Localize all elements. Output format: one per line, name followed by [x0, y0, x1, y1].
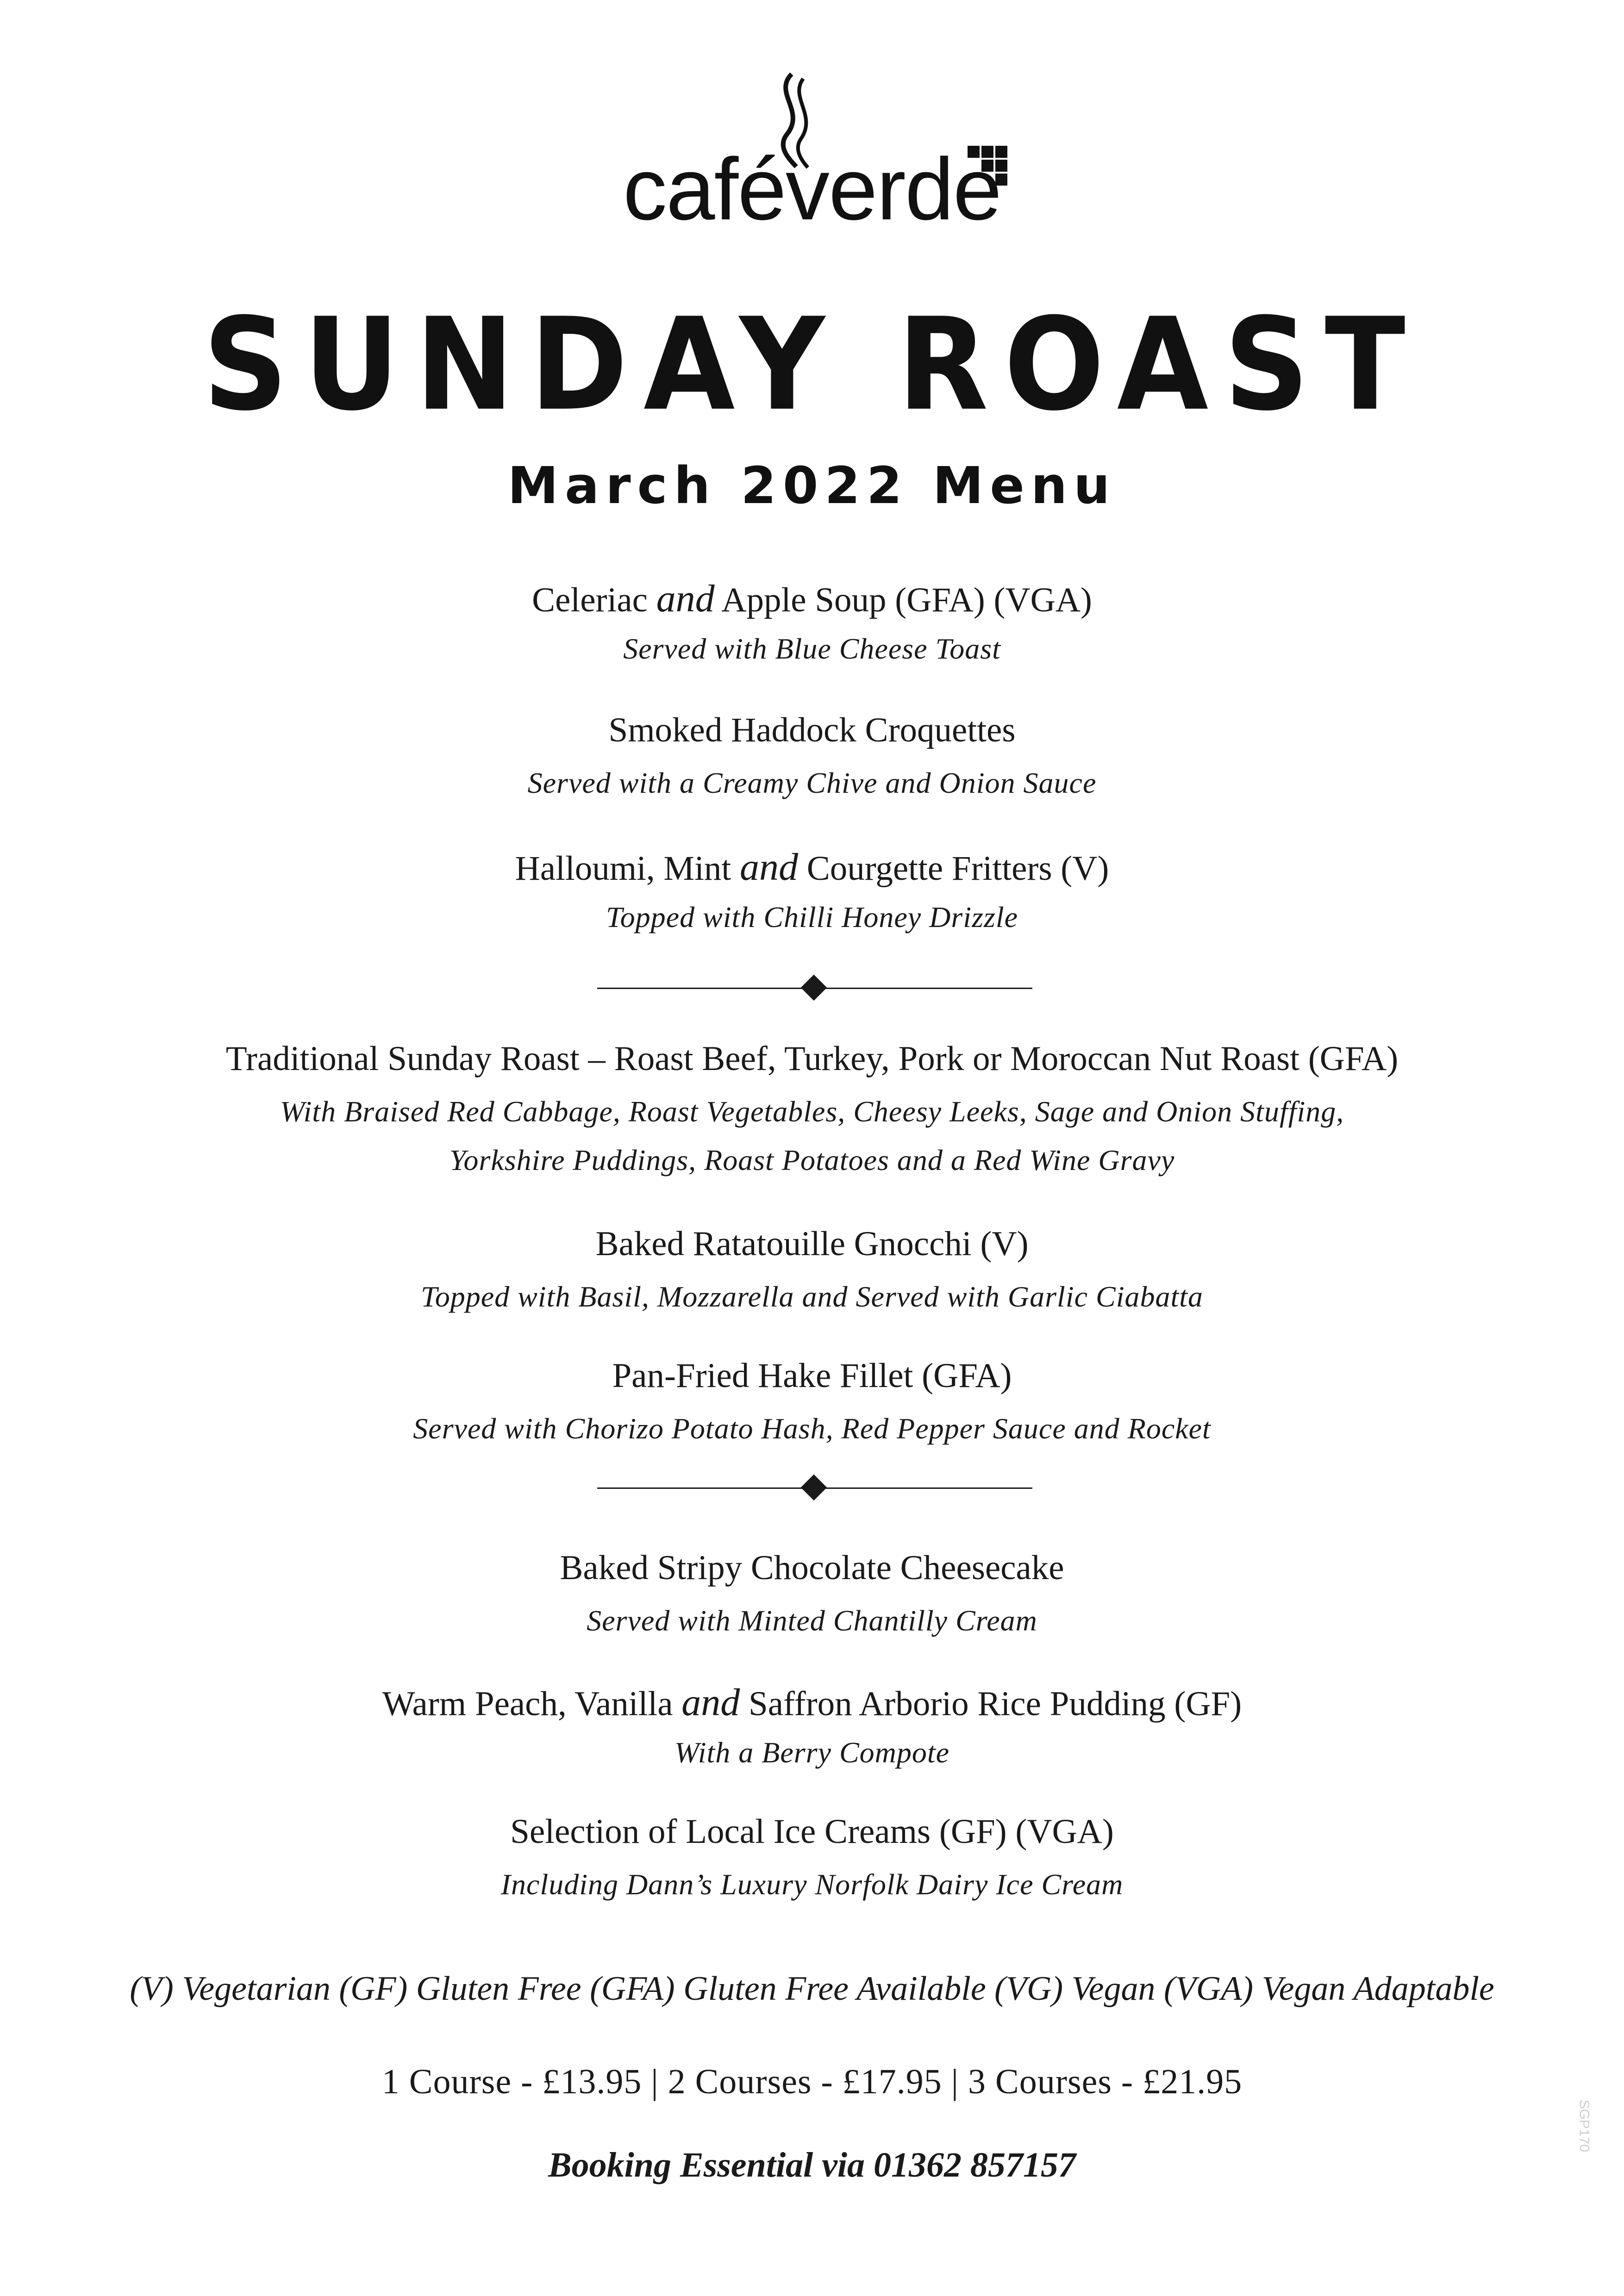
- menu-item-description: Topped with Basil, Mozzarella and Served with Garlic Ciabatta: [420, 1280, 1204, 1313]
- menu-item-name: Selection of Local Ice Creams (GF) (VGA): [510, 1812, 1114, 1851]
- booking-info: Booking Essential via 01362 857157: [548, 2146, 1076, 2184]
- menu-item-description: With Braised Red Cabbage, Roast Vegetables, Cheesy Leeks, Sage and Onion Stuffing,: [280, 1095, 1344, 1128]
- menu-item-name: Baked Stripy Chocolate Cheesecake: [560, 1549, 1064, 1587]
- price-list: 1 Course - £13.95 | 2 Courses - £17.95 | 3 Courses - £21.95: [381, 2062, 1243, 2101]
- menu-item-description: Topped with Chilli Honey Drizzle: [606, 901, 1018, 933]
- menu-item-name: Traditional Sunday Roast – Roast Beef, Turkey, Pork or Moroccan Nut Roast (GFA): [225, 1039, 1399, 1078]
- menu-item-name: Baked Ratatouille Gnocchi (V): [595, 1225, 1029, 1263]
- diamond-icon: [801, 1475, 827, 1501]
- menu-item-description: Served with Minted Chantilly Cream: [587, 1604, 1037, 1637]
- dietary-key: (V) Vegetarian (GF) Gluten Free (GFA) Gluten Free Available (VG) Vegan (VGA) Vegan Adaptable: [130, 1970, 1494, 2008]
- diamond-icon: [801, 975, 827, 1001]
- menu-item-name: Pan-Fried Hake Fillet (GFA): [612, 1356, 1012, 1395]
- menu-item-description: With a Berry Compote: [674, 1736, 950, 1769]
- menu-item-name: Warm Peach, Vanilla and Saffron Arborio Rice Pudding (GF): [382, 1681, 1242, 1724]
- menu-item-description: Yorkshire Puddings, Roast Potatoes and a Red Wine Gravy: [449, 1144, 1175, 1176]
- menu-item-description: Served with Chorizo Potato Hash, Red Pepper Sauce and Rocket: [413, 1412, 1211, 1445]
- menu-item-name: Smoked Haddock Croquettes: [608, 711, 1016, 749]
- menu-item-name: Halloumi, Mint and Courgette Fritters (V): [515, 846, 1109, 889]
- logo-wordmark: caféverde: [623, 140, 1001, 238]
- menu-item-name: Celeriac and Apple Soup (GFA) (VGA): [532, 577, 1092, 620]
- section-divider: [597, 974, 1032, 1002]
- menu-item-description: Served with Blue Cheese Toast: [623, 632, 1001, 665]
- page-title: SUNDAY ROAST: [203, 291, 1421, 439]
- menu-item-description: Including Dann’s Luxury Norfolk Dairy Ice Cream: [500, 1868, 1124, 1901]
- menu-item-description: Served with a Creamy Chive and Onion Sauce: [527, 766, 1097, 799]
- print-code: SGP170: [1576, 2099, 1592, 2152]
- page-subtitle: March 2022 Menu: [507, 456, 1117, 515]
- section-divider: [597, 1474, 1032, 1502]
